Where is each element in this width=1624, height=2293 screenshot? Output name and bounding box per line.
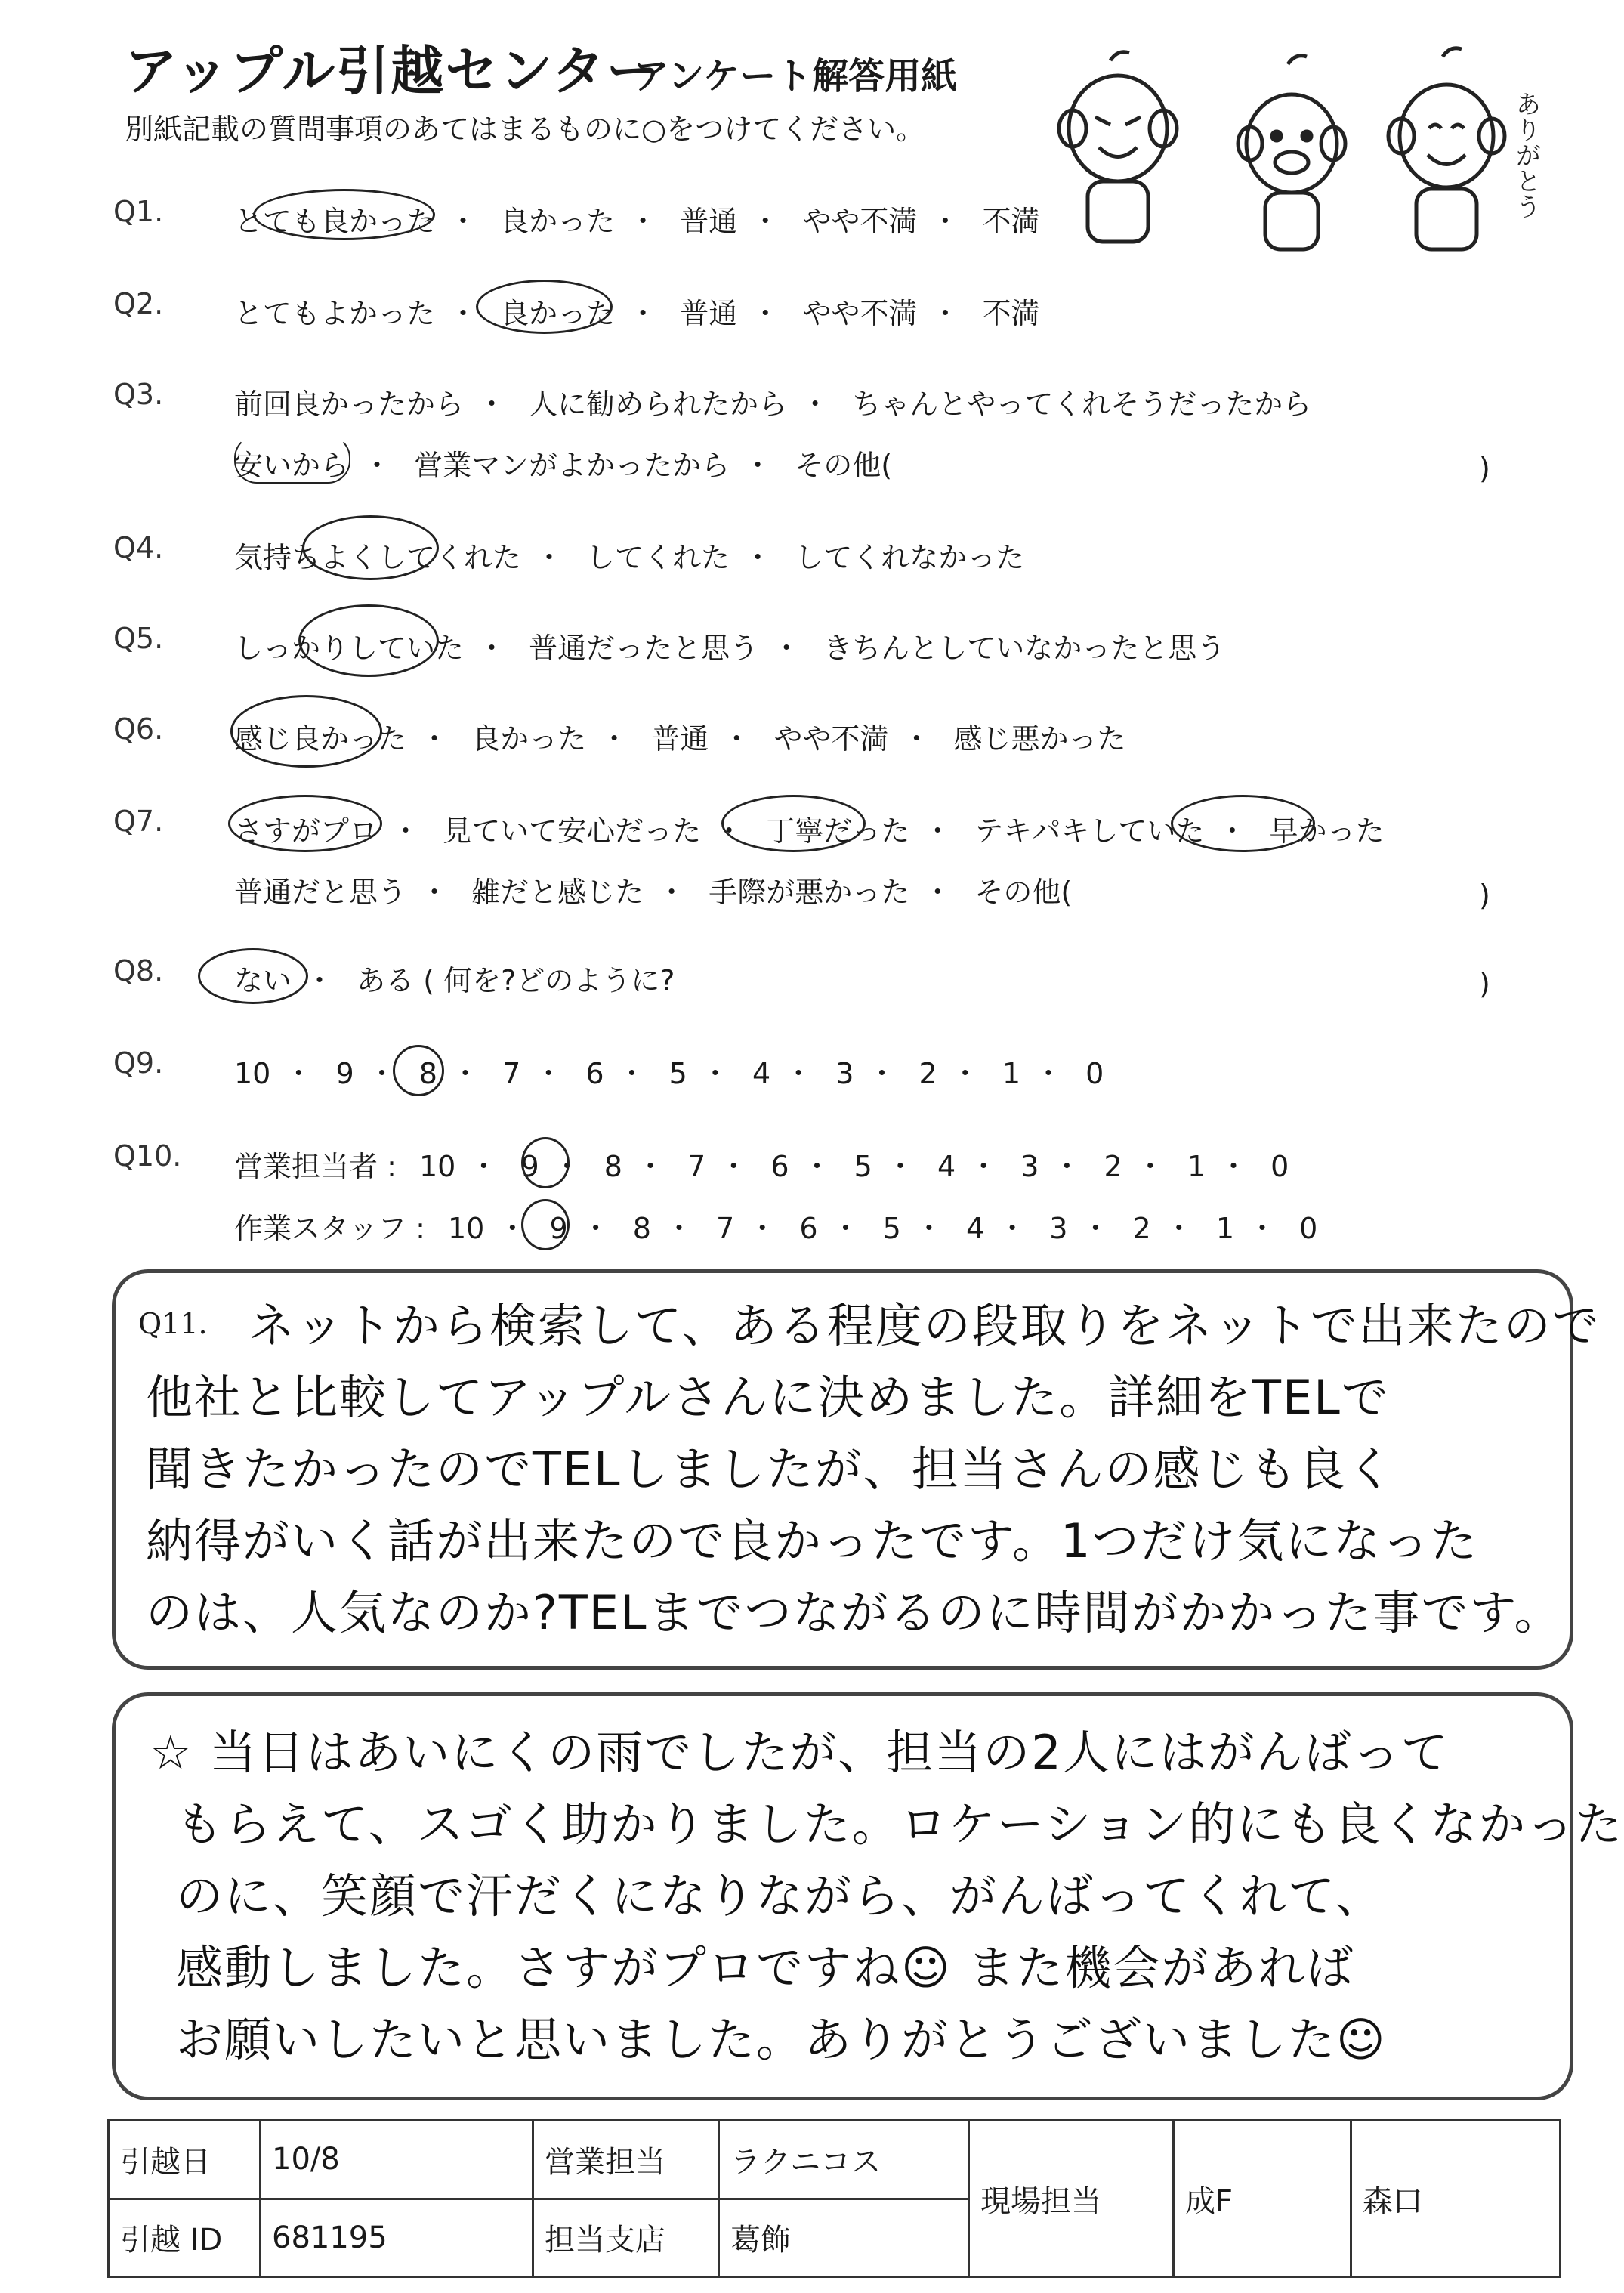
q8-options: ない ・ ある ( 何を?どのように?: [234, 964, 675, 997]
q1-number: Q1.: [113, 195, 164, 228]
q9-score[interactable]: 2: [919, 1057, 937, 1090]
q7-answer-circle-pro: [228, 795, 382, 852]
q7-option-other[interactable]: その他(: [974, 876, 1073, 909]
q2-options: とてもよかった ・ 良かった ・ 普通 ・ やや不満 ・ 不満: [234, 297, 1040, 330]
q1-options: とても良かった ・ 良かった ・ 普通 ・ やや不満 ・ 不満: [234, 205, 1040, 238]
form-subtitle: アンケート解答用紙: [633, 55, 958, 97]
q4-options: 気持ちよくしてくれた ・ してくれた ・ してくれなかった: [234, 541, 1025, 574]
q10-score[interactable]: 0: [1299, 1212, 1318, 1245]
q10-score[interactable]: 6: [799, 1212, 818, 1245]
q2-option[interactable]: やや不満: [802, 297, 918, 330]
q1-option[interactable]: 普通: [680, 205, 738, 238]
q4-option[interactable]: してくれた: [586, 541, 730, 574]
q10-score[interactable]: 4: [937, 1150, 956, 1183]
q7-options-line2: 普通だと思う ・ 雑だと感じた ・ 手際が悪かった ・ その他(: [234, 876, 1073, 909]
q6-option[interactable]: 良かった: [471, 722, 587, 756]
q7-option[interactable]: 丁寧だった: [766, 814, 910, 848]
q10-score[interactable]: 5: [882, 1212, 901, 1245]
q10-staff-scale: 作業スタッフ : 10 ・ 9 ・ 8 ・ 7 ・ 6 ・ 5 ・ 4 ・ 3 ・ 2 ・ 1 ・ 0: [234, 1212, 1318, 1245]
q7-option[interactable]: さすがプロ: [234, 814, 378, 848]
q10-number: Q10.: [113, 1139, 182, 1173]
q10-sales-label: 営業担当者 :: [234, 1150, 397, 1183]
q11-line: のは、人気なのか?TELまでつながるのに時間がかかった事です。: [146, 1585, 1563, 1640]
q10-score[interactable]: 10: [447, 1212, 485, 1245]
q2-option[interactable]: 不満: [982, 297, 1040, 330]
free-comment-box[interactable]: [112, 1692, 1624, 2100]
q7-option[interactable]: 早かった: [1269, 814, 1385, 848]
q7-option[interactable]: 雑だと感じた: [471, 876, 644, 909]
q3-number: Q3.: [113, 378, 164, 411]
q10-score[interactable]: 9: [520, 1150, 539, 1183]
q11-line: 納得がいく話が出来たので良かったです。1つだけ気になった: [146, 1513, 1479, 1568]
q6-option[interactable]: 感じ良かった: [234, 722, 407, 756]
q1-option[interactable]: やや不満: [802, 205, 918, 238]
q10-sales-answer-circle: [521, 1137, 570, 1188]
q2-option[interactable]: とてもよかった: [234, 297, 436, 330]
q1-option[interactable]: とても良かった: [234, 205, 436, 238]
q9-score[interactable]: 7: [502, 1057, 521, 1090]
move-id-value[interactable]: 681195: [261, 2199, 533, 2277]
q6-options: 感じ良かった ・ 良かった ・ 普通 ・ やや不満 ・ 感じ悪かった: [234, 722, 1126, 756]
comment-line: お願いしたいと思いました。ありがとうございました☺: [176, 2012, 1387, 2067]
branch-label: 担当支店: [533, 2199, 719, 2277]
q4-option[interactable]: してくれなかった: [795, 541, 1025, 574]
q4-answer-circle: [302, 515, 439, 580]
q10-score[interactable]: 1: [1215, 1212, 1235, 1245]
q11-line: 聞きたかったのでTELしましたが、担当さんの感じも良く: [146, 1442, 1395, 1497]
q2-number: Q2.: [113, 287, 164, 320]
q2-answer-circle: [476, 280, 616, 334]
comment-line: のに、笑顔で汗だくになりながら、がんばってくれて、: [176, 1868, 1384, 1924]
q10-score[interactable]: 4: [965, 1212, 985, 1245]
q10-staff-answer-circle: [521, 1199, 570, 1250]
q6-option[interactable]: 普通: [651, 722, 709, 756]
q10-score[interactable]: 8: [632, 1212, 651, 1245]
q7-answer-circle-fast: [1171, 795, 1315, 852]
q3-option[interactable]: 営業マンがよかったから: [414, 449, 730, 482]
q9-score[interactable]: 5: [668, 1057, 687, 1090]
q6-number: Q6.: [113, 712, 164, 746]
q9-scale: 10 ・ 9 ・ 8 ・ 7 ・ 6 ・ 5 ・ 4 ・ 3 ・ 2 ・ 1 ・ 0: [234, 1057, 1104, 1090]
q11-line: ネットから検索して、ある程度の段取りをネットで出来たので: [248, 1298, 1601, 1353]
mascot-caption: ありがとう: [1511, 91, 1541, 219]
q3-close-paren: ): [1479, 452, 1490, 485]
q10-score[interactable]: 8: [604, 1150, 622, 1183]
move-date-label: 引越日: [109, 2121, 261, 2199]
site-value-1[interactable]: 成F: [1174, 2121, 1351, 2277]
q10-score[interactable]: 3: [1049, 1212, 1068, 1245]
q7-option[interactable]: 見ていて安心だった: [443, 814, 702, 848]
monkey-mascot-left: [1059, 52, 1177, 242]
q1-answer-circle: [253, 189, 435, 240]
comment-line: 感動しました。さすがプロですね☺ また機会があれば: [176, 1940, 1355, 1995]
q9-score[interactable]: 8: [418, 1057, 437, 1090]
q10-score[interactable]: 10: [418, 1150, 456, 1183]
move-date-value[interactable]: 10/8: [261, 2121, 533, 2199]
q10-score[interactable]: 3: [1020, 1150, 1039, 1183]
comment-line: もらえて、スゴく助かりました。ロケーション的にも良くなかった: [176, 1797, 1624, 1852]
q11-number: Q11.: [138, 1307, 208, 1340]
q10-score[interactable]: 9: [549, 1212, 568, 1245]
q9-score[interactable]: 9: [335, 1057, 354, 1090]
site-value-2[interactable]: 森口: [1351, 2121, 1560, 2277]
q10-staff-label: 作業スタッフ :: [234, 1212, 425, 1245]
q3-options-line2: 安いから ・ 営業マンがよかったから ・ その他(: [234, 449, 893, 482]
q3-option[interactable]: 前回良かったから: [234, 388, 465, 421]
sales-label: 営業担当: [533, 2121, 719, 2199]
q6-option[interactable]: やや不満: [773, 722, 889, 756]
q1-option[interactable]: 良かった: [500, 205, 616, 238]
q10-score[interactable]: 1: [1187, 1150, 1206, 1183]
q6-option[interactable]: 感じ悪かった: [953, 722, 1126, 756]
q9-score[interactable]: 6: [585, 1057, 604, 1090]
q8-option[interactable]: ある ( 何を?どのように?: [357, 964, 675, 997]
q6-answer-circle: [230, 695, 382, 768]
monkey-mascot-middle: [1238, 56, 1345, 249]
q7-answer-circle-polite: [721, 795, 866, 852]
q9-score[interactable]: 0: [1085, 1057, 1104, 1090]
form-instruction: 別紙記載の質問事項のあてはまるものに○をつけてください。: [125, 113, 925, 146]
q3-options-line1: 前回良かったから ・ 人に勧められたから ・ ちゃんとやってくれそうだったから: [234, 388, 1312, 421]
q5-option[interactable]: きちんとしていなかったと思う: [823, 632, 1226, 665]
q9-score[interactable]: 10: [234, 1057, 271, 1090]
q3-option[interactable]: 安いから: [234, 449, 350, 482]
q11-comment-box[interactable]: [112, 1269, 1601, 1670]
q10-score[interactable]: 0: [1270, 1150, 1289, 1183]
q5-option[interactable]: 普通だったと思う: [529, 632, 759, 665]
q3-answer-mark: [234, 435, 350, 484]
q11-line: 他社と比較してアップルさんに決めました。詳細をTELで: [146, 1370, 1390, 1425]
q10-score[interactable]: 7: [716, 1212, 735, 1245]
q7-close-paren: ): [1479, 879, 1490, 912]
q10-score[interactable]: 2: [1132, 1212, 1151, 1245]
q5-answer-circle: [298, 604, 439, 677]
q10-score[interactable]: 6: [770, 1150, 789, 1183]
q4-option[interactable]: 気持ちよくしてくれた: [234, 541, 522, 574]
q10-score[interactable]: 7: [687, 1150, 706, 1183]
q3-option[interactable]: ちゃんとやってくれそうだったから: [852, 388, 1312, 421]
q3-option[interactable]: 人に勧められたから: [529, 388, 788, 421]
q10-score[interactable]: 5: [854, 1150, 872, 1183]
form-title: アップル引越センター: [125, 40, 661, 102]
q10-score[interactable]: 2: [1104, 1150, 1122, 1183]
q8-option[interactable]: ない: [234, 964, 292, 997]
move-id-label: 引越 ID: [109, 2199, 261, 2277]
q5-options: しっかりしていた ・ 普通だったと思う ・ きちんとしていなかったと思う: [234, 632, 1226, 665]
sales-value[interactable]: ラクニコス: [719, 2121, 969, 2199]
q2-option[interactable]: 普通: [680, 297, 738, 330]
q10-sales-scale: 営業担当者 : 10 ・ 9 ・ 8 ・ 7 ・ 6 ・ 5 ・ 4 ・ 3 ・ 2 ・ 1 ・ 0: [234, 1150, 1289, 1183]
q7-number: Q7.: [113, 805, 164, 838]
q5-option[interactable]: しっかりしていた: [234, 632, 465, 665]
branch-value[interactable]: 葛飾: [719, 2199, 969, 2277]
q5-number: Q5.: [113, 622, 164, 655]
q7-option[interactable]: 手際が悪かった: [709, 876, 910, 909]
q9-score[interactable]: 3: [835, 1057, 854, 1090]
q9-score[interactable]: 4: [752, 1057, 771, 1090]
q9-answer-circle: [393, 1045, 444, 1096]
q2-option[interactable]: 良かった: [500, 297, 616, 330]
monkey-mascot-right: [1388, 48, 1505, 249]
comment-line: ☆ 当日はあいにくの雨でしたが、担当の2人にはがんばって: [150, 1725, 1450, 1780]
footer-info-table: [107, 2119, 1561, 2278]
q7-option[interactable]: 普通だと思う: [234, 876, 407, 909]
q8-number: Q8.: [113, 954, 164, 987]
q8-close-paren: ): [1479, 967, 1490, 1000]
q3-option-other[interactable]: その他(: [795, 449, 893, 482]
q8-answer-circle: [198, 948, 308, 1004]
monkey-mascots-illustration: [1042, 45, 1571, 257]
q4-number: Q4.: [113, 531, 164, 564]
q7-option[interactable]: テキパキしていた: [974, 814, 1205, 848]
q9-score[interactable]: 1: [1002, 1057, 1021, 1090]
q9-number: Q9.: [113, 1046, 164, 1080]
site-label: 現場担当: [969, 2121, 1174, 2277]
q7-options-line1: さすがプロ ・ 見ていて安心だった ・ 丁寧だった ・ テキパキしていた ・ 早かった: [234, 814, 1385, 848]
q1-option[interactable]: 不満: [982, 205, 1040, 238]
